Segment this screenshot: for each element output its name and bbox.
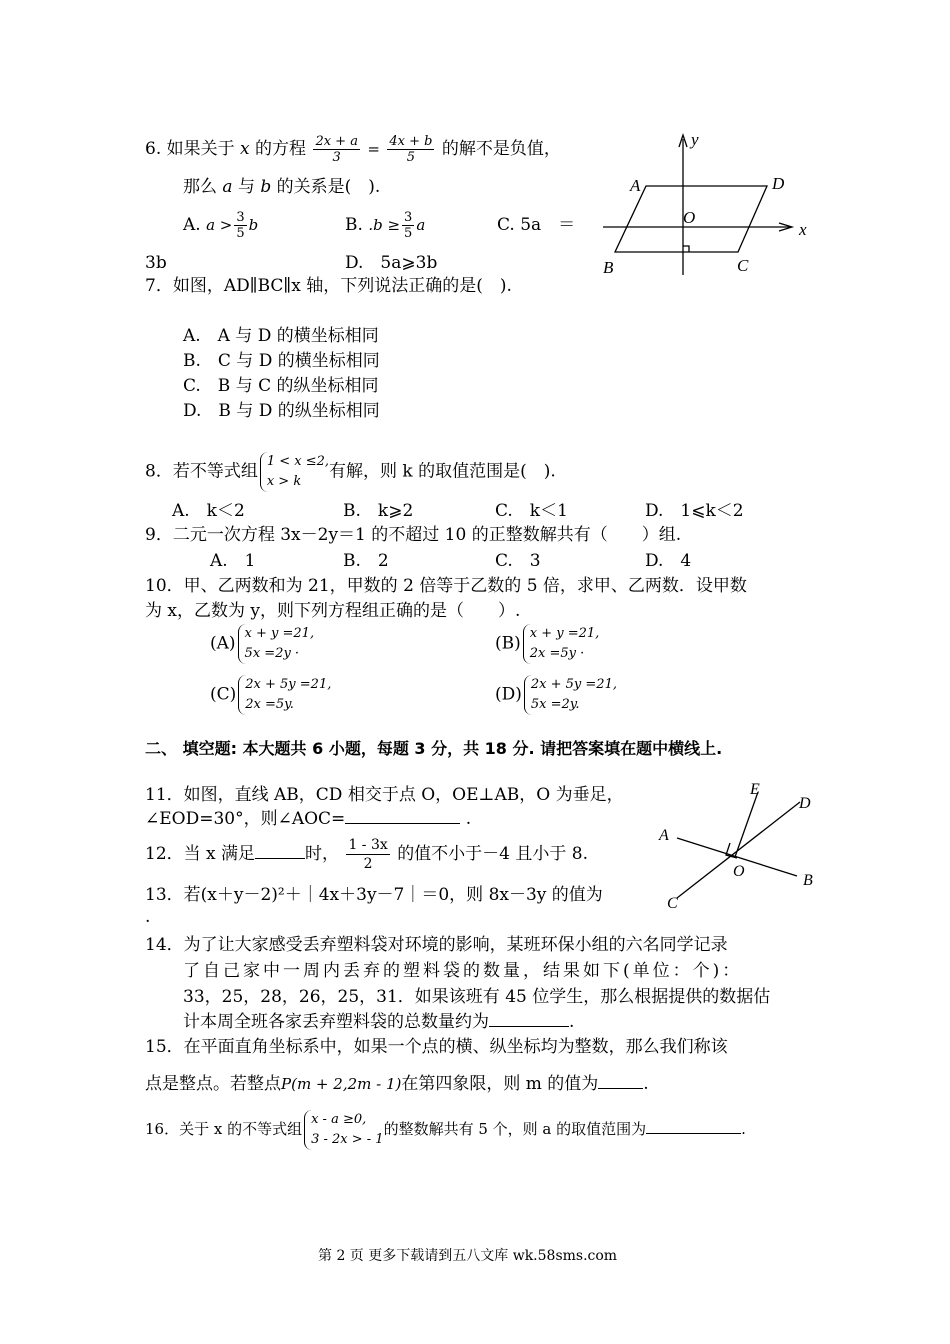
page-footer: 第 2 页 更多下载请到五八文库 wk.58sms.com xyxy=(318,1248,618,1264)
label-d: D xyxy=(772,174,785,193)
q8-option-b: B. k⩾2 xyxy=(343,501,414,521)
q7-option-a: A. A 与 D 的横坐标相同 xyxy=(183,326,379,346)
q6-stem-b: 的方程 xyxy=(255,139,307,159)
q6-equals: = xyxy=(367,140,380,158)
label-c: C xyxy=(737,256,749,275)
label-b2: B xyxy=(803,872,813,889)
q12-answer-blank[interactable] xyxy=(255,858,305,859)
label-o: O xyxy=(683,208,696,227)
ray-oe xyxy=(735,792,758,857)
q8-stem: 8．若不等式组 1 < x ≤2, x > k 有解，则 k 的取值范围是( ). xyxy=(145,452,556,492)
q6-fraction-1: $\frac{2x + a}{3}$ xyxy=(315,134,358,165)
label-o2: O xyxy=(733,863,745,880)
q16-inequality-system: x - a ≥0, 3 - 2x > - 1 xyxy=(304,1110,383,1150)
q8-option-d: D. 1⩽k＜2 xyxy=(645,501,744,521)
q7-option-b: B. C 与 D 的横坐标相同 xyxy=(183,351,380,371)
q7-option-d: D. B 与 D 的纵坐标相同 xyxy=(183,401,380,421)
q6-option-a: A. a > $\frac{3}{5}$ b xyxy=(183,210,259,241)
label-e: E xyxy=(750,781,760,798)
q10-option-c: (C) 2x + 5y =21, 2x =5y. xyxy=(210,675,331,715)
q11-line2: ∠EOD=30°，则∠AOC= . xyxy=(145,809,472,829)
q10-line2: 为 x，乙数为 y，则下列方程组正确的是（ ）. xyxy=(145,601,521,621)
q6-stem xyxy=(145,134,561,165)
q9-option-b: B. 2 xyxy=(343,551,389,571)
label-b: B xyxy=(603,258,614,277)
label-y: y xyxy=(691,130,699,149)
q11-answer-blank[interactable] xyxy=(345,823,460,824)
q16-answer-blank[interactable] xyxy=(646,1133,741,1134)
q7-stem: 7．如图，AD∥BC∥x 轴，下列说法正确的是( ). xyxy=(145,276,512,296)
q15-answer-blank[interactable] xyxy=(598,1088,643,1089)
q15-line1: 15．在平面直角坐标系中，如果一个点的横、纵坐标均为整数，那么我们称该 xyxy=(145,1037,728,1057)
q8-option-a: A. k＜2 xyxy=(172,501,245,521)
section-2-heading: 二、 填空题: 本大题共 6 小题，每题 3 分，共 18 分. 请把答案填在题中横线上. xyxy=(145,739,723,758)
q10-option-b: (B) x + y =21, 2x =5y · xyxy=(495,624,599,664)
q10-option-d: (D) 2x + 5y =21, 5x =2y. xyxy=(495,675,617,715)
q6-stem-c: 的解不是负值， xyxy=(441,139,561,159)
intersecting-lines-figure xyxy=(655,780,825,910)
q10-option-a: (A) x + y =21, 5x =2y · xyxy=(210,624,314,664)
q7-option-c: C. B 与 C 的纵坐标相同 xyxy=(183,376,379,396)
label-x: x xyxy=(799,220,807,239)
q6-stem-a: 6. 如果关于 xyxy=(145,139,235,159)
q14-line2: 了自己家中一周内丢弃的塑料袋的数量，结果如下(单位：个)： xyxy=(183,961,743,981)
q14-answer-blank[interactable] xyxy=(489,1026,569,1027)
q14-line1: 14．为了让大家感受丢弃塑料袋对环境的影响，某班环保小组的六名同学记录 xyxy=(145,935,728,955)
q13-line2: . xyxy=(145,907,151,927)
q15-point-expression: P(m + 2,2m - 1) xyxy=(281,1075,402,1093)
q15-line2: 点是整点。若整点P(m + 2,2m - 1)在第四象限，则 m 的值为 . xyxy=(145,1074,649,1094)
q6-option-d: D. 5a⩾3b xyxy=(345,253,438,273)
q11-line1: 11．如图，直线 AB，CD 相交于点 O，OE⊥AB，O 为垂足， xyxy=(145,785,624,805)
q10-line1: 10．甲、乙两数和为 21，甲数的 2 倍等于乙数的 5 倍，求甲、乙两数．设甲数 xyxy=(145,576,747,596)
q6-var-x: x xyxy=(240,139,250,159)
q16-stem: 16．关于 x 的不等式组 x - a ≥0, 3 - 2x > - 1 的整数解共有 5 个，则 a 的取值范围为 . xyxy=(145,1110,746,1150)
q12-stem: 12．当 x 满足 时， $\frac{1 - 3x}{2}$ 的值不小于－4 且小于 8. xyxy=(145,837,589,872)
q14-line3: 33，25，28，26，25，31．如果该班有 45 位学生，那么根据提供的数据估 xyxy=(183,987,771,1007)
q6-line2: 那么 a 与 b 的关系是( ). xyxy=(183,177,381,197)
q6-option-c-cont: 3b xyxy=(145,253,167,273)
q12-fraction: $\frac{1 - 3x}{2}$ xyxy=(348,837,388,872)
label-c2: C xyxy=(667,895,678,910)
q6-option-c: C. 5a ＝ xyxy=(497,215,576,235)
label-a: A xyxy=(630,176,641,195)
q9-option-a: A. 1 xyxy=(210,551,256,571)
right-angle-mark xyxy=(683,246,689,252)
q8-inequality-system: 1 < x ≤2, x > k xyxy=(260,452,329,492)
q9-stem: 9．二元一次方程 3x－2y＝1 的不超过 10 的正整数解共有（ ）组. xyxy=(145,525,682,545)
parallelogram-figure xyxy=(595,125,820,280)
q9-option-d: D. 4 xyxy=(645,551,692,571)
label-a2: A xyxy=(659,827,669,844)
q9-option-c: C. 3 xyxy=(495,551,541,571)
q14-line4: 计本周全班各家丢弃塑料袋的总数量约为 . xyxy=(183,1012,575,1032)
q6-option-b: B. .b ≥ $\frac{3}{5}$ a xyxy=(345,210,426,241)
label-d2: D xyxy=(799,795,811,812)
line-cd xyxy=(677,802,800,898)
q13-line1: 13．若(x＋y－2)²＋｜4x＋3y－7｜＝0，则 8x－3y 的值为 xyxy=(145,885,603,905)
q8-option-c: C. k＜1 xyxy=(495,501,568,521)
q6-fraction-2: $\frac{4x + b}{5}$ xyxy=(389,134,433,165)
